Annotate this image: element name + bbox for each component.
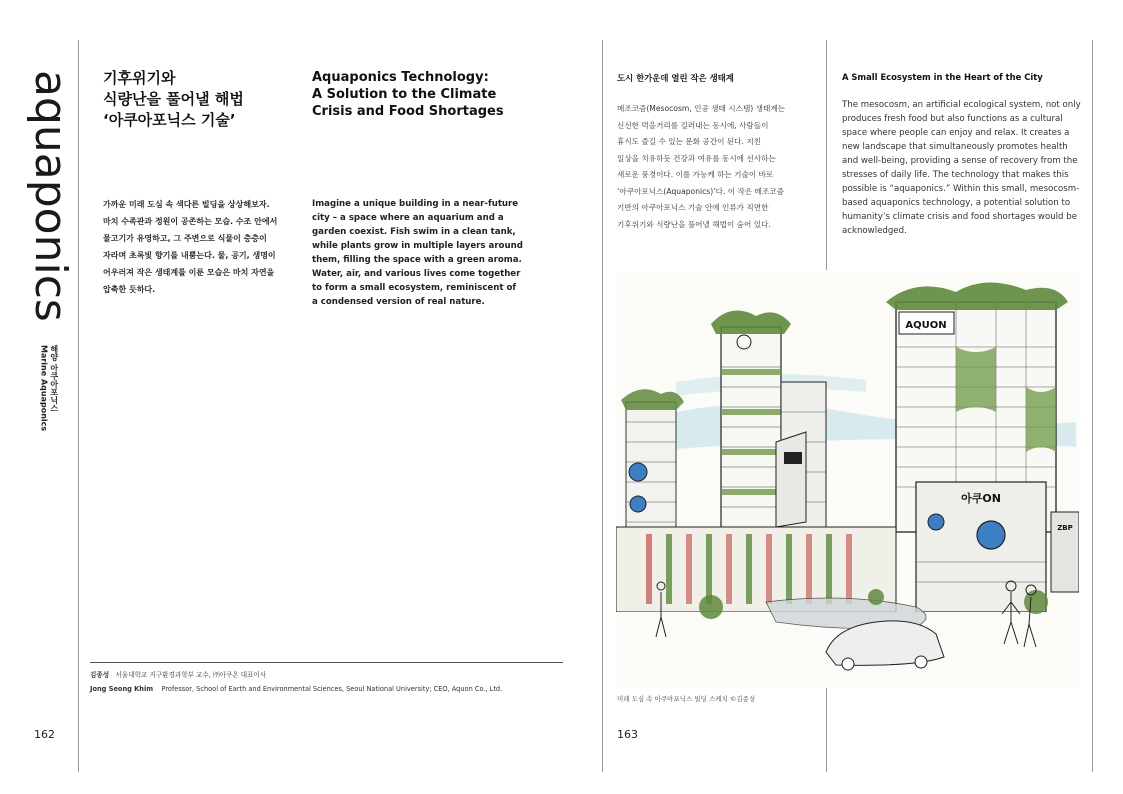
body-en-line: The mesocosm, an artificial ecological system, not only [842, 100, 1081, 110]
title-ko-line: 식량난을 풀어낼 해법 [103, 90, 244, 108]
author-credit-en [90, 682, 590, 696]
intro-ko-line: 물고기가 유영하고, 그 주변으로 식물이 층층이 [103, 234, 267, 243]
aquaponics-building-sketch [616, 272, 1079, 688]
author-role-ko: 서울대학교 지구환경과학부 교수, ㈜아쿠온 대표이사 [115, 671, 267, 679]
author-role-en: Professor, School of Earth and Environmental Sciences, Seoul National University; CEO, Aquon Co., Ltd. [161, 685, 503, 693]
intro-en-line: to form a small ecosystem, reminiscent of [312, 283, 517, 293]
right-column-rule [826, 40, 827, 270]
body-en-line: and well-being, providing a sense of recovery from the [842, 156, 1078, 166]
intro-ko-line: 자라며 초록빛 향기를 내뿜는다. 물, 공기, 생명이 [103, 251, 276, 260]
body-en-line: stresses of daily life. The technology that makes this [842, 170, 1069, 180]
author-credit-ko [90, 668, 590, 682]
sketch-sign-aquon: AQUON [905, 320, 947, 331]
body-ko-line: 기후위기와 식량난을 풀어낼 해법이 숨어 있다. [617, 219, 771, 229]
intro-en-line: while plants grow in multiple layers around [312, 241, 523, 251]
body-paragraph-en [842, 98, 1087, 238]
section-title-vertical: aquaponics [25, 70, 76, 322]
body-en-line: space where people can enjoy and relax. It creates a [842, 128, 1070, 138]
intro-en-line: Imagine a unique building in a near-future [312, 199, 519, 209]
intro-en-line: garden coexist. Fish swim in a clean tank, [312, 227, 516, 237]
intro-en-line: them, filling the space with a green aroma. [312, 255, 522, 265]
sketch-sign-aquon-ko: 아쿠ON [961, 492, 1001, 505]
body-ko-line: 휴식도 즐길 수 있는 문화 공간이 된다. 지친 [617, 137, 762, 146]
body-paragraph-ko [617, 101, 822, 233]
body-en-line: new landscape that simultaneously promotes health [842, 142, 1068, 152]
body-en-line: acknowledged. [842, 226, 907, 236]
author-name-en: Jong Seong Khim [90, 685, 154, 693]
body-en-line: based aquaponics technology, a potential solution to [842, 198, 1071, 208]
body-en-line: possible is “aquaponics.” Within this small, mesocosm- [842, 184, 1080, 194]
intro-paragraph-en [312, 197, 552, 309]
intro-paragraph-ko [103, 196, 303, 298]
section-heading-en: A Small Ecosystem in the Heart of the City [842, 72, 1043, 82]
page-number-right: 163 [617, 728, 638, 741]
intro-ko-line: 마치 수족관과 정원이 공존하는 모습. 수조 안에서 [103, 217, 278, 226]
title-en-line: Crisis and Food Shortages [312, 104, 504, 119]
body-ko-line: ‘아쿠아포닉스(Aquaponics)’다. 이 작은 메조코즘 [617, 186, 784, 196]
intro-ko-line: 압축한 듯하다. [103, 285, 156, 294]
title-en-line: A Solution to the Climate [312, 87, 497, 102]
author-name-ko: 김종성 [90, 671, 110, 679]
body-en-line: produces fresh food but also functions as a cultural [842, 114, 1063, 124]
intro-en-line: city – a space where an aquarium and a [312, 213, 504, 223]
section-subtitle-vertical [38, 345, 59, 431]
body-ko-line: 일상을 치유하듯 건강과 여유를 동시에 선사하는 [617, 153, 776, 163]
article-title-en [312, 69, 542, 120]
body-ko-line: 새로운 풍경이다. 이를 가능케 하는 기술이 바로 [617, 170, 774, 179]
body-ko-line: 기반의 아쿠아포닉스 기술 안에 인류가 직면한 [617, 203, 769, 212]
left-margin-rule [78, 40, 79, 772]
spine-rule [602, 40, 603, 772]
intro-en-line: Water, air, and various lives come together [312, 269, 521, 279]
section-heading-ko: 도시 한가운데 열린 작은 생태계 [617, 73, 734, 83]
author-divider [90, 662, 563, 663]
section-subtitle-ko: 해양 아쿠아포닉스 [49, 345, 59, 412]
title-en-line: Aquaponics Technology: [312, 70, 489, 85]
body-en-line: humanity’s climate crisis and food shortages would be [842, 212, 1077, 222]
right-column-rule-lower [826, 688, 827, 772]
intro-ko-line: 어우러져 작은 생태계를 이룬 모습은 마치 자연을 [103, 268, 275, 277]
article-title-ko [103, 68, 303, 131]
intro-en-line: a condensed version of real nature. [312, 297, 485, 307]
author-credit [90, 668, 590, 696]
title-ko-line: ‘아쿠아포닉스 기술’ [103, 111, 236, 129]
page-number-left: 162 [34, 728, 55, 741]
sketch-sign-zbp: ZBP [1057, 524, 1073, 532]
sketch-caption: 미래 도심 속 아쿠아포닉스 빌딩 스케치 ©김종성 [617, 695, 756, 703]
section-subtitle-en: Marine Aquaponics [39, 345, 49, 432]
right-margin-rule [1092, 40, 1093, 772]
title-ko-line: 기후위기와 [103, 69, 176, 87]
body-ko-line: 신선한 먹을거리를 길러내는 동시에, 사람들이 [617, 120, 769, 130]
body-ko-line: 메조코즘(Mesocosm, 인공 생태 시스템) 생태계는 [617, 104, 786, 113]
intro-ko-line: 가까운 미래 도심 속 색다른 빌딩을 상상해보자. [103, 200, 270, 209]
